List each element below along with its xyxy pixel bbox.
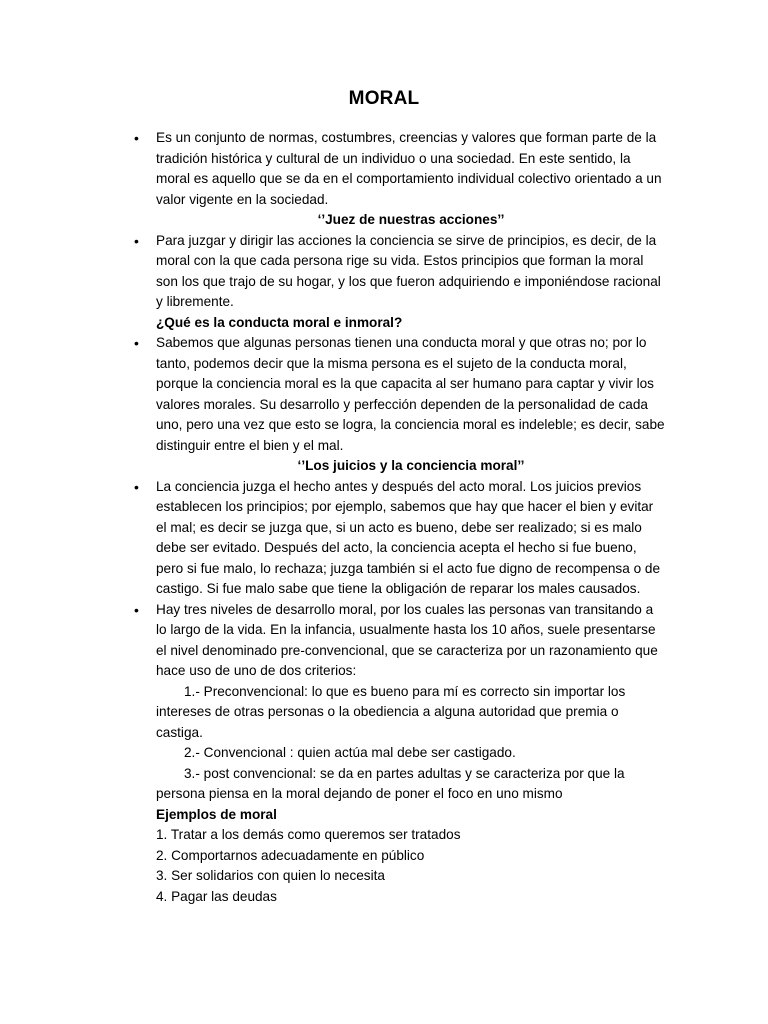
document-title: MORAL [348, 88, 420, 109]
bullet-paragraph-2: • Para juzgar y dirigir las acciones la conciencia se sirve de principios, es decir, de la moral con la que cada persona rige su vida. Estos principios que forman la moral son los que trajo de su hogar, y los que fueron adquiriendo e imponiéndose racional y libremente. [156, 231, 666, 313]
level-item-2: 2.- Convencional : quien actúa mal debe ser castigado. [184, 745, 516, 760]
example-item-2: 2. Comportarnos adecuadamente en público [156, 847, 425, 863]
heading-juez: ‘’Juez de nuestras acciones’’ [317, 212, 505, 227]
heading-juicios: ‘’Los juicios y la conciencia moral’’ [297, 458, 525, 473]
document-body [156, 128, 666, 907]
bullet-paragraph-5: • Hay tres niveles de desarrollo moral, por los cuales las personas van transitando a lo largo de la vida. En la infancia, usualmente hasta los 10 años, suele presentarse el nivel denominado pre-convencional, que se caracteriza por un razonamiento que hace uso de uno de dos criterios: [156, 600, 666, 682]
bullet-paragraph-1: • Es un conjunto de normas, costumbres, creencias y valores que forman parte de la tradición histórica y cultural de un individuo o una sociedad. En este sentido, la moral es aquello que se da en el comportamiento individual colectivo orientado a un valor vigente en la sociedad. [156, 128, 666, 210]
bullet-paragraph-4: • La conciencia juzga el hecho antes y después del acto moral. Los juicios previos establecen los principios; por ejemplo, sabemos que hay que hacer el bien y evitar el mal; es decir se juzga que, si un acto es bueno, debe ser realizado; si es malo debe ser evitado. Después del acto, la conciencia acepta el hecho si fue bueno, pero si fue malo, lo rechaza; juzga también si el acto fue digno de recompensa o de castigo. Si fue malo sabe que tiene la obligación de reparar los males causados. [156, 477, 666, 600]
bullet-paragraph-3: • Sabemos que algunas personas tienen una conducta moral y que otras no; por lo tanto, podemos decir que la misma persona es el sujeto de la conducta moral, porque la conciencia moral es la que capacita al ser humano para captar y vivir los valores morales. Su desarrollo y perfección dependen de la personalidad de cada uno, pero una vez que esto se logra, la conciencia moral es indeleble; es decir, sabe distinguir entre el bien y el mal. [156, 333, 666, 456]
example-item-3: 3. Ser solidarios con quien lo necesita [156, 868, 385, 883]
level-item-1: 1.- Preconvencional: lo que es bueno para mí es correcto sin importar los intereses de otras personas o la obediencia a alguna autoridad que premia o castiga. [156, 683, 626, 740]
example-item-4: 4. Pagar las deudas [156, 888, 277, 904]
example-item-1: 1. Tratar a los demás como queremos ser tratados [156, 827, 461, 842]
heading-ejemplos: Ejemplos de moral [156, 806, 277, 822]
level-item-3: 3.- post convencional: se da en partes adultas y se caracteriza por que la persona piensa en la moral dejando de poner el foco en uno mismo [156, 765, 625, 801]
heading-conducta: ¿Qué es la conducta moral e inmoral? [156, 314, 403, 330]
